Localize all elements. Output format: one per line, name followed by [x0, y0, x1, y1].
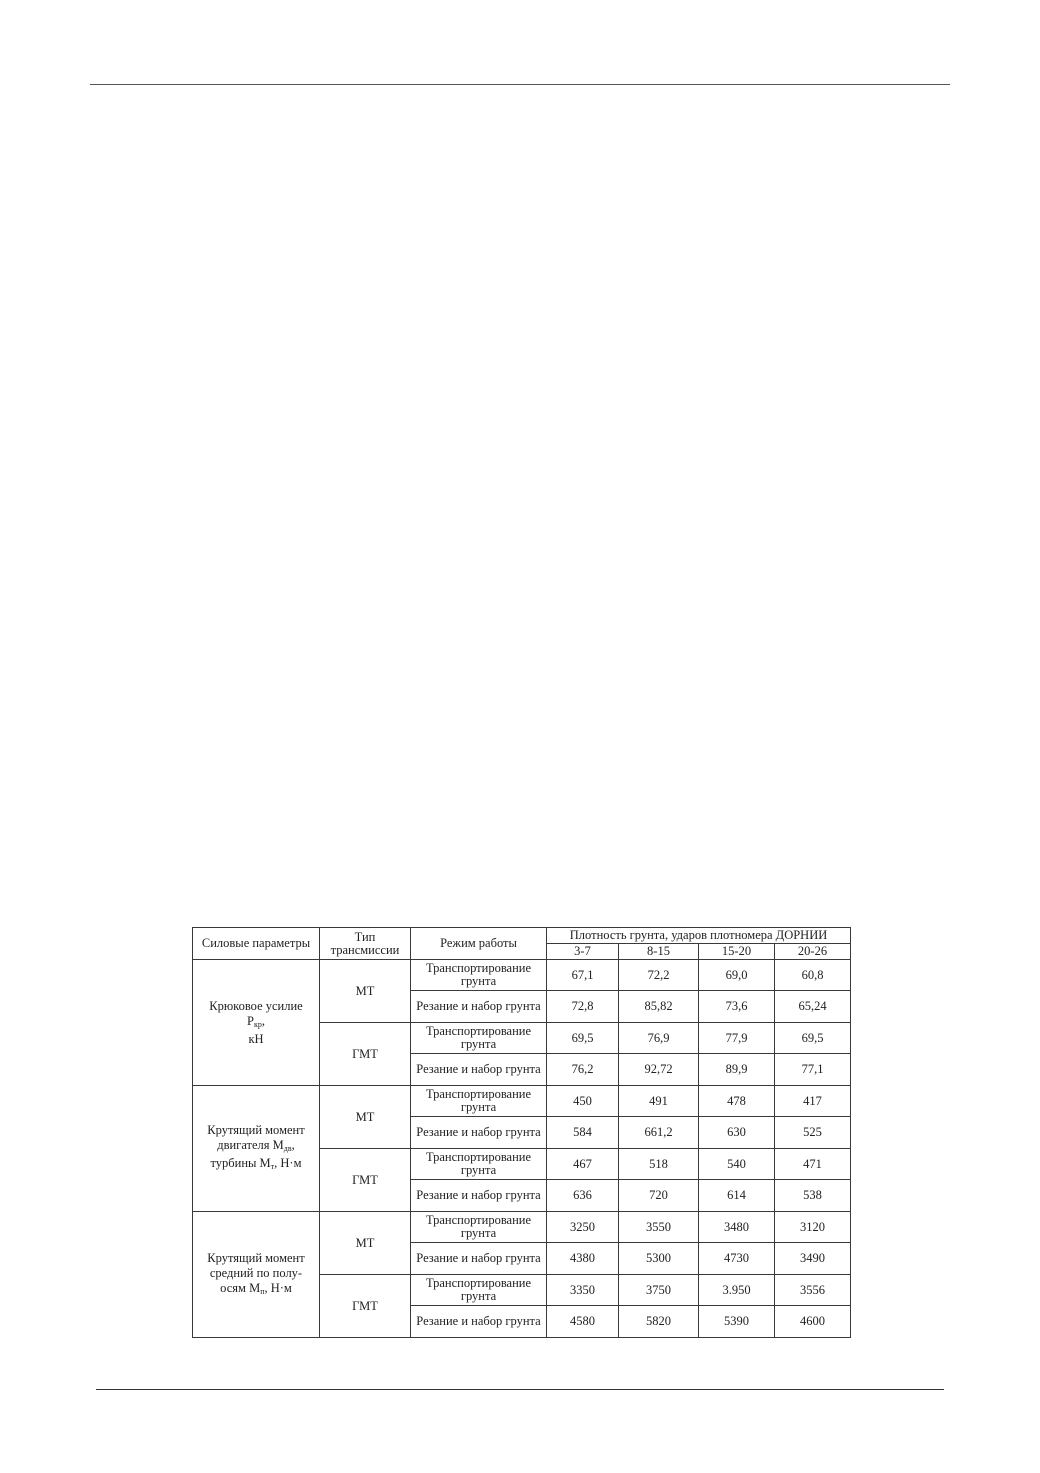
transmission-cell: ГМТ: [320, 1023, 411, 1086]
value-cell: 467: [547, 1149, 619, 1180]
mode-cell: Транспортирование грунта: [411, 1212, 547, 1243]
param-subscript: дв: [283, 1144, 292, 1153]
value-cell: 3556: [775, 1275, 851, 1306]
header-density: Плотность грунта, ударов плотномера ДОРНИИ: [547, 928, 851, 944]
value-cell: 661,2: [619, 1117, 699, 1149]
mode-cell: Транспортирование грунта: [411, 1023, 547, 1054]
value-cell: 630: [699, 1117, 775, 1149]
value-cell: 450: [547, 1086, 619, 1117]
footer-rule: [96, 1389, 944, 1390]
value-cell: 3490: [775, 1243, 851, 1275]
header-rule: [90, 84, 950, 85]
param-text: , Н·м: [264, 1280, 292, 1295]
transmission-cell: МТ: [320, 960, 411, 1023]
value-cell: 5390: [699, 1306, 775, 1338]
value-cell: 540: [699, 1149, 775, 1180]
param-text: Крутящий момент: [207, 1123, 305, 1137]
value-cell: 491: [619, 1086, 699, 1117]
value-cell: 77,1: [775, 1054, 851, 1086]
header-mode: Режим работы: [411, 928, 547, 960]
value-cell: 4730: [699, 1243, 775, 1275]
param-cell-engine-torque: [193, 1086, 320, 1212]
value-cell: 5300: [619, 1243, 699, 1275]
param-text: осям M: [220, 1280, 261, 1295]
value-cell: 4380: [547, 1243, 619, 1275]
param-text: ,: [291, 1138, 295, 1152]
value-cell: 4600: [775, 1306, 851, 1338]
transmission-cell: ГМТ: [320, 1149, 411, 1212]
force-parameters-table: [192, 927, 851, 1338]
value-cell: 584: [547, 1117, 619, 1149]
table-row: [193, 1212, 851, 1243]
transmission-cell: МТ: [320, 1212, 411, 1275]
mode-cell: Транспортирование грунта: [411, 1149, 547, 1180]
value-cell: 3.950: [699, 1275, 775, 1306]
value-cell: 3250: [547, 1212, 619, 1243]
value-cell: 478: [699, 1086, 775, 1117]
param-text: P: [247, 1013, 254, 1028]
param-text: ,: [261, 1013, 265, 1028]
mode-cell: Транспортирование грунта: [411, 1275, 547, 1306]
param-subscript: кр: [253, 1019, 262, 1029]
header-range: 8-15: [619, 944, 699, 960]
value-cell: 85,82: [619, 991, 699, 1023]
value-cell: 76,9: [619, 1023, 699, 1054]
param-subscript: п: [260, 1286, 265, 1296]
value-cell: 525: [775, 1117, 851, 1149]
table-row: [193, 1086, 851, 1117]
value-cell: 3750: [619, 1275, 699, 1306]
value-cell: 72,2: [619, 960, 699, 991]
value-cell: 471: [775, 1149, 851, 1180]
value-cell: 73,6: [699, 991, 775, 1023]
value-cell: 5820: [619, 1306, 699, 1338]
value-cell: 4580: [547, 1306, 619, 1338]
value-cell: 614: [699, 1180, 775, 1212]
table-row: [193, 960, 851, 991]
value-cell: 76,2: [547, 1054, 619, 1086]
value-cell: 720: [619, 1180, 699, 1212]
value-cell: 3550: [619, 1212, 699, 1243]
value-cell: 417: [775, 1086, 851, 1117]
value-cell: 3350: [547, 1275, 619, 1306]
value-cell: 69,5: [547, 1023, 619, 1054]
value-cell: 538: [775, 1180, 851, 1212]
param-cell-hook-force: [193, 960, 320, 1086]
value-cell: 60,8: [775, 960, 851, 991]
param-text: средний по полу-: [209, 1265, 303, 1280]
header-range: 3-7: [547, 944, 619, 960]
value-cell: 72,8: [547, 991, 619, 1023]
mode-cell: Транспортирование грунта: [411, 1086, 547, 1117]
param-text: , Н·м: [274, 1156, 302, 1170]
value-cell: 518: [619, 1149, 699, 1180]
mode-cell: Транспортирование грунта: [411, 960, 547, 991]
mode-cell: Резание и набор грунта: [411, 1117, 547, 1149]
mode-cell: Резание и набор грунта: [411, 1243, 547, 1275]
value-cell: 77,9: [699, 1023, 775, 1054]
transmission-cell: ГМТ: [320, 1275, 411, 1338]
param-text: двигателя M: [217, 1138, 284, 1152]
mode-cell: Резание и набор грунта: [411, 991, 547, 1023]
value-cell: 3480: [699, 1212, 775, 1243]
header-transmission: Тип трансмиссии: [320, 928, 411, 960]
param-text: Крутящий момент: [207, 1250, 305, 1265]
mode-cell: Резание и набор грунта: [411, 1054, 547, 1086]
value-cell: 69,0: [699, 960, 775, 991]
param-text: кН: [248, 1031, 264, 1046]
param-text: Крюковое усилие: [209, 998, 303, 1013]
value-cell: 3120: [775, 1212, 851, 1243]
value-cell: 89,9: [699, 1054, 775, 1086]
header-param: Силовые параметры: [193, 928, 320, 960]
value-cell: 636: [547, 1180, 619, 1212]
value-cell: 65,24: [775, 991, 851, 1023]
header-range: 20-26: [775, 944, 851, 960]
value-cell: 69,5: [775, 1023, 851, 1054]
value-cell: 92,72: [619, 1054, 699, 1086]
value-cell: 67,1: [547, 960, 619, 991]
mode-cell: Резание и набор грунта: [411, 1180, 547, 1212]
mode-cell: Резание и набор грунта: [411, 1306, 547, 1338]
header-range: 15-20: [699, 944, 775, 960]
param-cell-axle-torque: [193, 1212, 320, 1338]
transmission-cell: МТ: [320, 1086, 411, 1149]
param-text: турбины M: [210, 1156, 271, 1170]
param-subscript: т: [270, 1162, 275, 1171]
